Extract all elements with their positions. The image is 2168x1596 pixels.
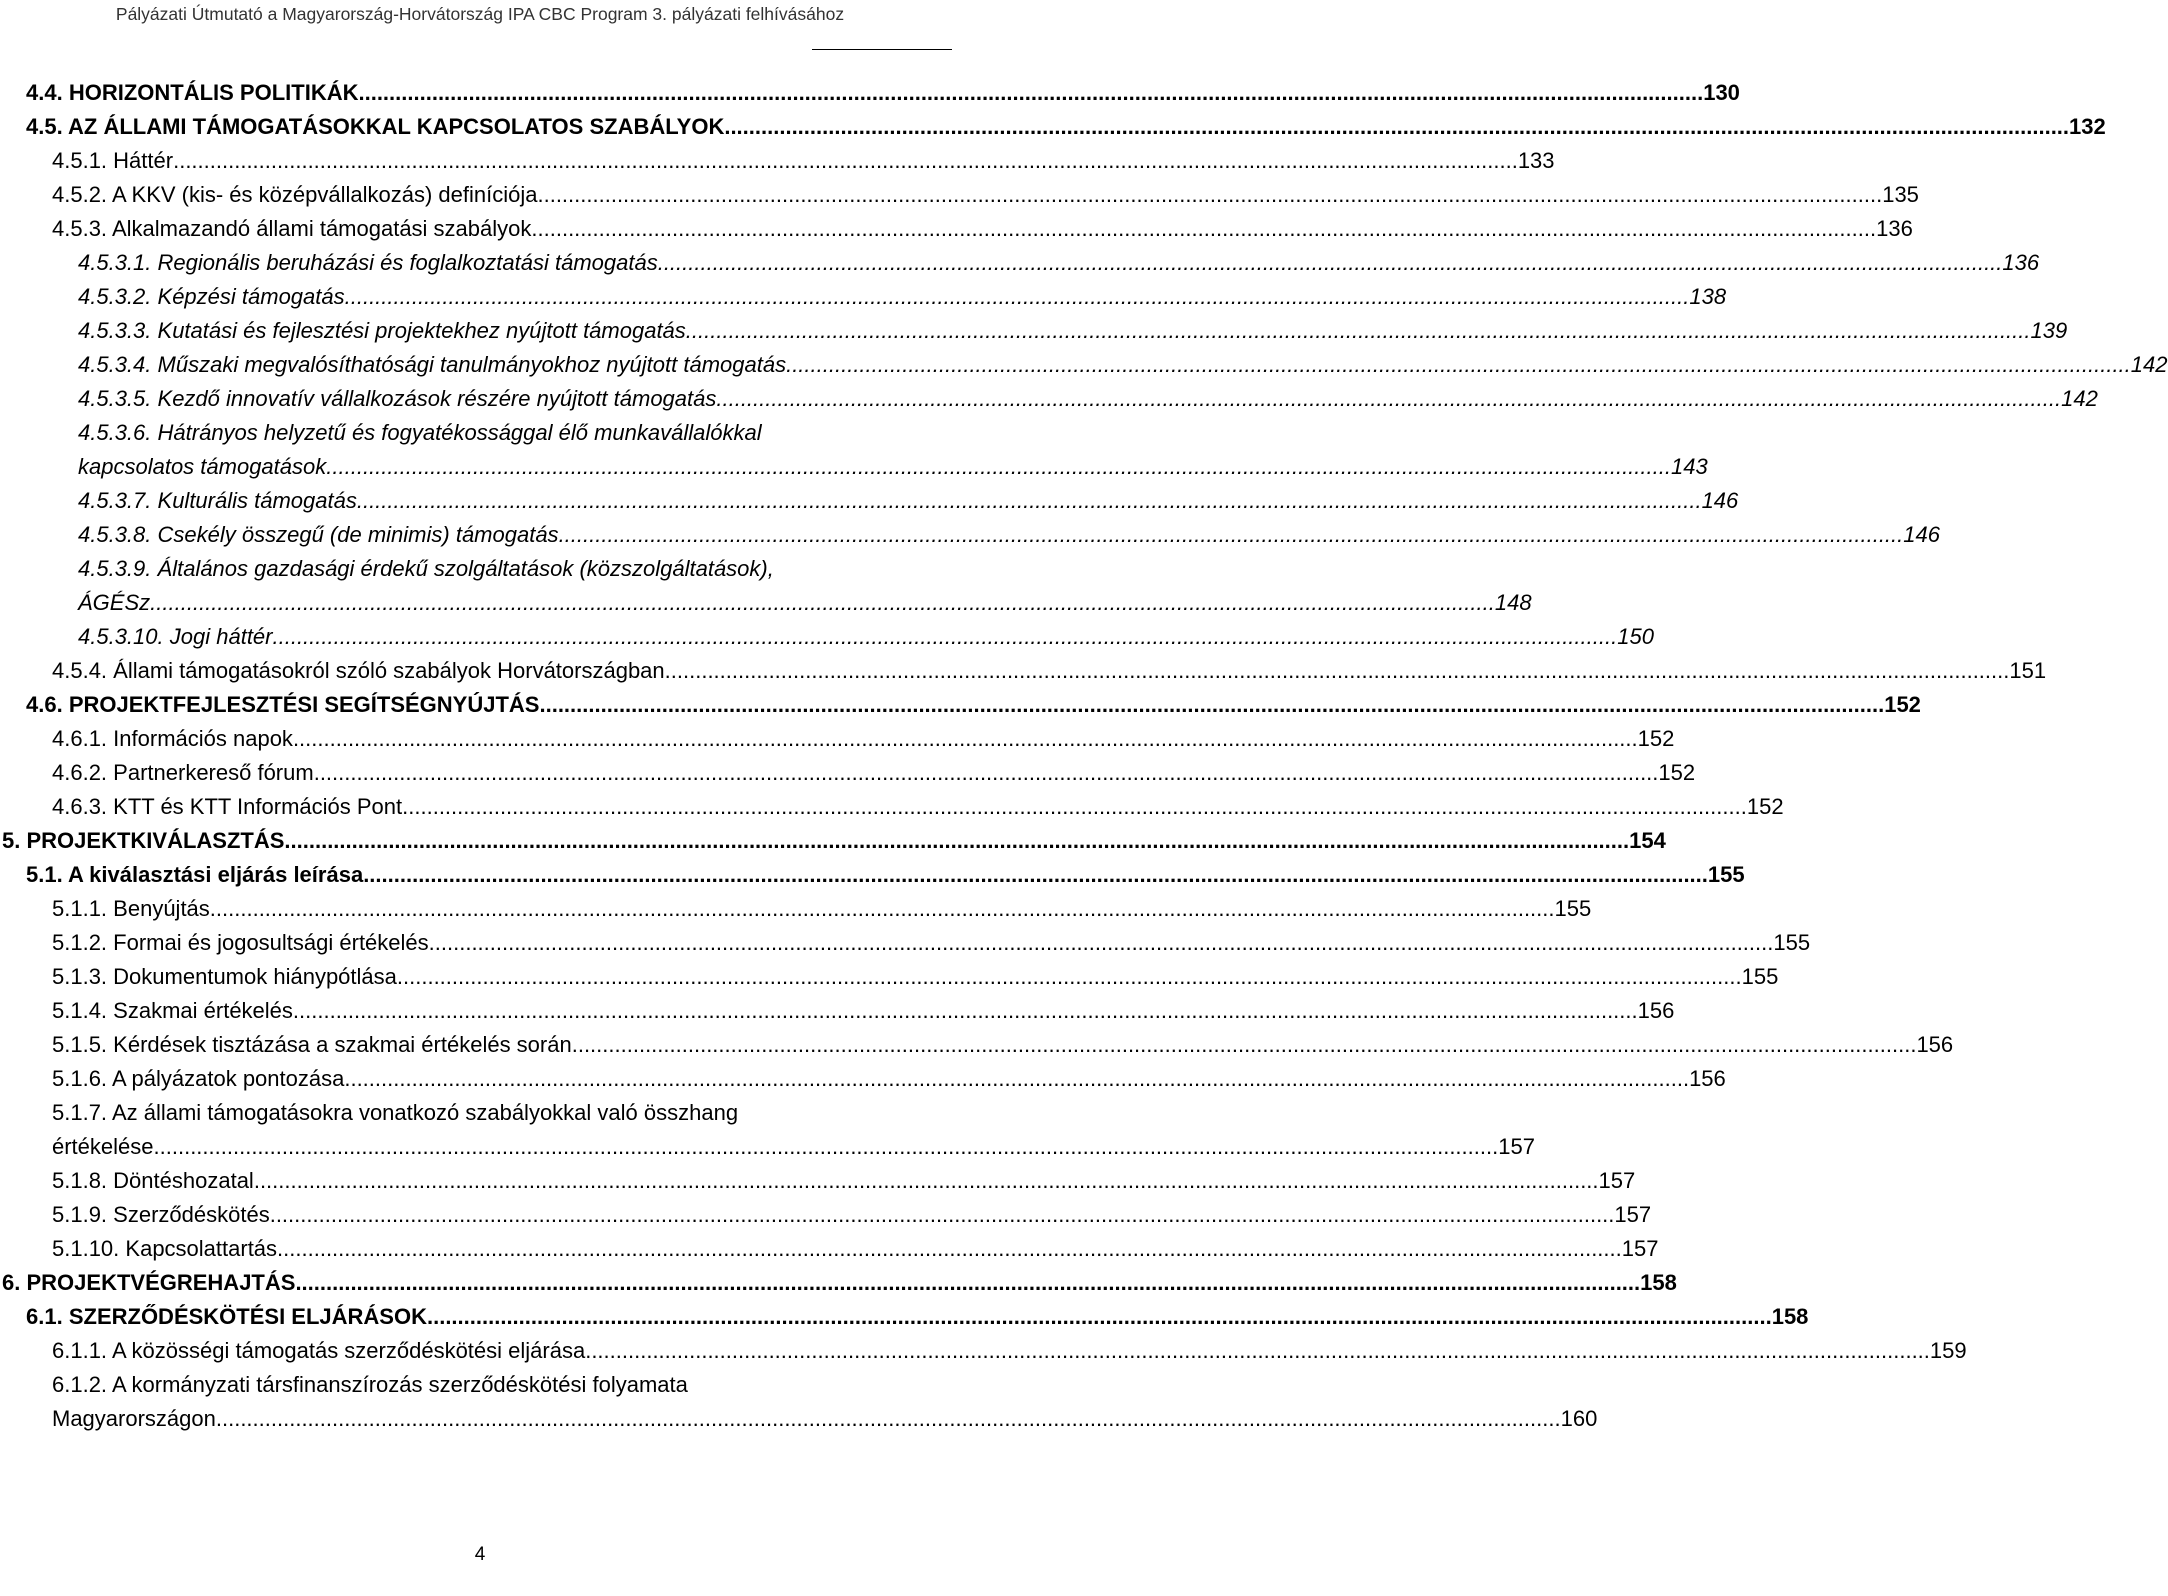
toc-entry-number: 4.5.3.8. bbox=[78, 522, 152, 547]
toc-entry-page: 142 bbox=[2061, 386, 2098, 411]
toc-entry-title: Partnerkereső fórum bbox=[113, 760, 314, 785]
toc-entry bbox=[0, 552, 1532, 620]
toc-entry-page: 157 bbox=[1621, 1236, 1659, 1261]
dot-leader: ............................................................................................................................................................................................................................ bbox=[272, 624, 1618, 649]
toc-entry bbox=[0, 416, 1708, 484]
dot-leader: ............................................................................................................................................................................................................................ bbox=[326, 454, 1671, 479]
toc-entry bbox=[0, 348, 2168, 382]
toc-entry-title: Kezdő innovatív vállalkozások részére nyújtott támogatás bbox=[157, 386, 717, 411]
dot-leader: ............................................................................................................................................................................................................................ bbox=[402, 794, 1747, 819]
toc-entry-number: 4.5.4. bbox=[52, 658, 108, 683]
toc-entry bbox=[0, 1334, 1967, 1368]
toc-entry bbox=[0, 110, 2106, 144]
toc-entry-title: Háttér bbox=[113, 148, 174, 173]
toc-entry-page: 158 bbox=[1771, 1304, 1809, 1329]
toc-entry-number: 4.6.3. bbox=[52, 794, 108, 819]
toc-entry-page: 154 bbox=[1629, 828, 1666, 853]
toc-entry-title: Szakmai értékelés bbox=[113, 998, 293, 1023]
toc-entry bbox=[0, 1232, 1659, 1266]
toc-entry-number: 6.1.2. bbox=[52, 1372, 108, 1397]
toc-entry bbox=[0, 790, 1784, 824]
toc-entry bbox=[0, 756, 1696, 790]
toc-entry bbox=[0, 994, 1675, 1028]
toc-entry-number: 4.5.3.2. bbox=[78, 284, 152, 309]
toc-entry-page: 136 bbox=[1876, 216, 1913, 241]
toc-entry-page: 136 bbox=[2002, 250, 2040, 275]
toc-entry-number: 5.1.9. bbox=[52, 1202, 108, 1227]
toc-entry-number: 4.5.3.9. bbox=[78, 556, 152, 581]
toc-entry-page: 133 bbox=[1517, 148, 1555, 173]
toc-entry bbox=[0, 314, 2068, 348]
toc-entry-number: 4.5.1. bbox=[52, 148, 108, 173]
toc-entry-page: 157 bbox=[1598, 1168, 1636, 1193]
toc-entry-page: 160 bbox=[1560, 1406, 1598, 1431]
toc-entry-page: 130 bbox=[1703, 80, 1740, 105]
toc-entry-title: Szerződéskötés bbox=[113, 1202, 270, 1227]
toc-entry-page: 155 bbox=[1554, 896, 1592, 921]
toc-entry-number: 5.1.6. bbox=[52, 1066, 108, 1091]
toc-entry-number: 5.1.1. bbox=[52, 896, 108, 921]
toc-entry-number: 5.1.8. bbox=[52, 1168, 108, 1193]
dot-leader: ............................................................................................................................................................................................................................ bbox=[685, 318, 2031, 343]
toc-entry bbox=[0, 144, 1555, 178]
toc-entry bbox=[0, 722, 1675, 756]
toc-entry-page: 132 bbox=[2069, 114, 2106, 139]
dot-leader: ............................................................................................................................................................................................................................ bbox=[657, 250, 2003, 275]
dot-leader: ............................................................................................................................................................................................................................ bbox=[558, 522, 1904, 547]
toc-entry-page: 156 bbox=[1637, 998, 1675, 1023]
dot-leader: ............................................................................................................................................................................................................................ bbox=[571, 1032, 1917, 1057]
toc-entry bbox=[0, 620, 1654, 654]
dot-leader: ............................................................................................................................................................................................................................ bbox=[363, 862, 1708, 887]
toc-entry bbox=[0, 1096, 1535, 1164]
toc-entry-page: 159 bbox=[1929, 1338, 1967, 1363]
toc-entry-title: ÁGÉSz bbox=[78, 590, 151, 615]
toc-entry-title: Csekély összegű (de minimis) támogatás bbox=[157, 522, 559, 547]
dot-leader: ............................................................................................................................................................................................................................ bbox=[209, 896, 1555, 921]
toc-entry-page: 138 bbox=[1689, 284, 1727, 309]
toc-entry-title: Kulturális támogatás bbox=[157, 488, 357, 513]
toc-entry-number: 4.5.3.4. bbox=[78, 352, 152, 377]
table-of-contents bbox=[0, 76, 2168, 1436]
dot-leader: ............................................................................................................................................................................................................................ bbox=[295, 1270, 1641, 1295]
toc-entry bbox=[0, 280, 1727, 314]
header-rule bbox=[812, 49, 952, 50]
toc-entry-number: 4.6. bbox=[26, 692, 63, 717]
toc-entry-title: Általános gazdasági érdekű szolgáltatások (közszolgáltatások), bbox=[157, 556, 774, 581]
toc-entry-number: 5.1.2. bbox=[52, 930, 108, 955]
toc-entry-number: 6.1.1. bbox=[52, 1338, 108, 1363]
toc-entry bbox=[0, 688, 1921, 722]
dot-leader: ............................................................................................................................................................................................................................ bbox=[786, 352, 2131, 377]
dot-leader: ............................................................................................................................................................................................................................ bbox=[344, 284, 1690, 309]
toc-entry-title: Magyarországon bbox=[52, 1406, 216, 1431]
toc-entry-page: 155 bbox=[1741, 964, 1779, 989]
toc-entry bbox=[0, 1266, 1677, 1300]
toc-entry-page: 152 bbox=[1658, 760, 1696, 785]
toc-entry-number: 4.5.3. bbox=[52, 216, 108, 241]
toc-entry-page: 152 bbox=[1884, 692, 1921, 717]
toc-entry bbox=[0, 1028, 1954, 1062]
toc-entry-page: 157 bbox=[1498, 1134, 1535, 1159]
toc-entry-title: Műszaki megvalósíthatósági tanulmányokhoz nyújtott támogatás bbox=[157, 352, 787, 377]
toc-entry bbox=[0, 76, 1740, 110]
toc-entry-title: Regionális beruházási és foglalkoztatási támogatás bbox=[157, 250, 658, 275]
toc-entry-number: 4.4. bbox=[26, 80, 63, 105]
toc-entry-number: 4.5.3.1. bbox=[78, 250, 152, 275]
toc-entry-page: 150 bbox=[1617, 624, 1654, 649]
toc-entry-title: Benyújtás bbox=[113, 896, 210, 921]
running-header: Pályázati Útmutató a Magyarország-Horvátország IPA CBC Program 3. pályázati felhívásához bbox=[115, 4, 845, 24]
toc-entry bbox=[0, 654, 2047, 688]
dot-leader: ............................................................................................................................................................................................................................ bbox=[269, 1202, 1615, 1227]
toc-entry bbox=[0, 1368, 1598, 1436]
toc-entry-number: 4.5.3.3. bbox=[78, 318, 152, 343]
toc-entry-title: AZ ÁLLAMI TÁMOGATÁSOKKAL KAPCSOLATOS SZABÁLYOK bbox=[68, 114, 725, 139]
toc-entry-title: Állami támogatásokról szóló szabályok Horvátországban bbox=[113, 658, 665, 683]
toc-entry-number: 6.1. bbox=[26, 1304, 63, 1329]
toc-entry bbox=[0, 246, 2040, 280]
dot-leader: ............................................................................................................................................................................................................................ bbox=[215, 1406, 1561, 1431]
toc-entry-title: Hátrányos helyzetű és fogyatékossággal élő munkavállalókkal bbox=[157, 420, 762, 445]
toc-entry bbox=[0, 1164, 1636, 1198]
dot-leader: ............................................................................................................................................................................................................................ bbox=[428, 930, 1774, 955]
toc-entry-number: 4.5. bbox=[26, 114, 63, 139]
toc-entry-title: Kérdések tisztázása a szakmai értékelés során bbox=[113, 1032, 572, 1057]
toc-entry-title: PROJEKTVÉGREHAJTÁS bbox=[26, 1270, 296, 1295]
toc-entry-page: 155 bbox=[1707, 862, 1745, 887]
dot-leader: ............................................................................................................................................................................................................................ bbox=[153, 1134, 1499, 1159]
dot-leader: ............................................................................................................................................................................................................................ bbox=[539, 692, 1885, 717]
toc-entry bbox=[0, 518, 1940, 552]
toc-entry bbox=[0, 824, 1666, 858]
toc-entry bbox=[0, 212, 1913, 246]
toc-entry-page: 157 bbox=[1614, 1202, 1652, 1227]
toc-entry-title: Formai és jogosultsági értékelés bbox=[113, 930, 429, 955]
toc-entry-title: A kiválasztási eljárás leírása bbox=[68, 862, 364, 887]
toc-entry-number: 4.5.2. bbox=[52, 182, 108, 207]
toc-entry-number: 5.1.10. bbox=[52, 1236, 120, 1261]
toc-entry bbox=[0, 1062, 1726, 1096]
toc-entry-title: Az állami támogatásokra vonatkozó szabályokkal való összhang bbox=[111, 1100, 739, 1125]
toc-entry-title: Döntéshozatal bbox=[113, 1168, 254, 1193]
toc-entry-page: 156 bbox=[1689, 1066, 1726, 1091]
toc-entry-number: 4.6.1. bbox=[52, 726, 108, 751]
dot-leader: ............................................................................................................................................................................................................................ bbox=[292, 998, 1638, 1023]
toc-entry-number: 5.1.7. bbox=[52, 1100, 108, 1125]
toc-entry-title: A pályázatok pontozása bbox=[111, 1066, 345, 1091]
dot-leader: ............................................................................................................................................................................................................................ bbox=[356, 488, 1702, 513]
dot-leader: ............................................................................................................................................................................................................................ bbox=[253, 1168, 1599, 1193]
toc-entry-number: 5. bbox=[2, 828, 21, 853]
dot-leader: ............................................................................................................................................................................................................................ bbox=[313, 760, 1659, 785]
toc-entry-title: értékelése bbox=[52, 1134, 154, 1159]
toc-entry-number: 5.1.4. bbox=[52, 998, 108, 1023]
toc-entry-title: Dokumentumok hiánypótlása bbox=[113, 964, 397, 989]
dot-leader: ............................................................................................................................................................................................................................ bbox=[150, 590, 1495, 615]
dot-leader: ............................................................................................................................................................................................................................ bbox=[537, 182, 1883, 207]
toc-entry-title: Információs napok bbox=[113, 726, 293, 751]
toc-entry bbox=[0, 1198, 1652, 1232]
toc-entry-title: kapcsolatos támogatások bbox=[78, 454, 327, 479]
toc-entry-title: KTT és KTT Információs Pont bbox=[113, 794, 403, 819]
toc-entry-number: 4.5.3.5. bbox=[78, 386, 152, 411]
toc-entry-page: 135 bbox=[1882, 182, 1919, 207]
toc-entry-page: 146 bbox=[1903, 522, 1940, 547]
toc-entry-title: HORIZONTÁLIS POLITIKÁK bbox=[68, 80, 359, 105]
toc-entry-number: 4.5.3.7. bbox=[78, 488, 152, 513]
toc-entry-title: PROJEKTKIVÁLASZTÁS bbox=[26, 828, 285, 853]
toc-entry bbox=[0, 178, 1919, 212]
dot-leader: ............................................................................................................................................................................................................................ bbox=[585, 1338, 1930, 1363]
toc-entry-page: 142 bbox=[2130, 352, 2168, 377]
toc-entry-title: Kapcsolattartás bbox=[125, 1236, 278, 1261]
toc-entry bbox=[0, 926, 1811, 960]
toc-entry-page: 152 bbox=[1746, 794, 1784, 819]
toc-entry bbox=[0, 382, 2098, 416]
dot-leader: ............................................................................................................................................................................................................................ bbox=[358, 80, 1704, 105]
toc-entry-title: Jogi háttér bbox=[169, 624, 273, 649]
toc-entry-page: 146 bbox=[1701, 488, 1739, 513]
toc-entry-title: A közösségi támogatás szerződéskötési eljárása bbox=[111, 1338, 586, 1363]
toc-entry-number: 4.5.3.10. bbox=[78, 624, 164, 649]
dot-leader: ............................................................................................................................................................................................................................ bbox=[173, 148, 1518, 173]
dot-leader: ............................................................................................................................................................................................................................ bbox=[344, 1066, 1690, 1091]
toc-entry-number: 5.1. bbox=[26, 862, 63, 887]
dot-leader: ............................................................................................................................................................................................................................ bbox=[664, 658, 2010, 683]
dot-leader: ............................................................................................................................................................................................................................ bbox=[277, 1236, 1622, 1261]
dot-leader: ............................................................................................................................................................................................................................ bbox=[531, 216, 1877, 241]
toc-entry-title: PROJEKTFEJLESZTÉSI SEGÍTSÉGNYÚJTÁS bbox=[68, 692, 540, 717]
toc-entry bbox=[0, 1300, 1809, 1334]
toc-entry bbox=[0, 960, 1779, 994]
dot-leader: ............................................................................................................................................................................................................................ bbox=[724, 114, 2070, 139]
toc-entry-page: 151 bbox=[2009, 658, 2047, 683]
dot-leader: ............................................................................................................................................................................................................................ bbox=[716, 386, 2062, 411]
toc-entry-title: A kormányzati társfinanszírozás szerződéskötési folyamata bbox=[111, 1372, 688, 1397]
toc-entry bbox=[0, 892, 1592, 926]
toc-entry-title: A KKV (kis- és középvállalkozás) definíciója bbox=[111, 182, 538, 207]
toc-entry-title: Kutatási és fejlesztési projektekhez nyújtott támogatás bbox=[157, 318, 686, 343]
dot-leader: ............................................................................................................................................................................................................................ bbox=[284, 828, 1630, 853]
toc-entry-number: 4.5.3.6. bbox=[78, 420, 152, 445]
toc-entry-page: 156 bbox=[1916, 1032, 1954, 1057]
toc-entry-title: Képzési támogatás bbox=[157, 284, 345, 309]
toc-entry-number: 5.1.5. bbox=[52, 1032, 108, 1057]
toc-entry-page: 148 bbox=[1494, 590, 1532, 615]
dot-leader: ............................................................................................................................................................................................................................ bbox=[396, 964, 1742, 989]
toc-entry-number: 5.1.3. bbox=[52, 964, 108, 989]
toc-entry-number: 4.6.2. bbox=[52, 760, 108, 785]
toc-entry-page: 155 bbox=[1773, 930, 1811, 955]
dot-leader: ............................................................................................................................................................................................................................ bbox=[426, 1304, 1772, 1329]
page-number: 4 bbox=[474, 1544, 486, 1565]
toc-entry-title: SZERZŐDÉSKÖTÉSI ELJÁRÁSOK bbox=[68, 1304, 427, 1329]
toc-entry-title: Alkalmazandó állami támogatási szabályok bbox=[111, 216, 532, 241]
toc-entry bbox=[0, 858, 1745, 892]
toc-entry bbox=[0, 484, 1739, 518]
toc-entry-page: 152 bbox=[1637, 726, 1675, 751]
toc-entry-page: 139 bbox=[2030, 318, 2068, 343]
toc-entry-page: 158 bbox=[1640, 1270, 1677, 1295]
toc-entry-number: 6. bbox=[2, 1270, 21, 1295]
dot-leader: ............................................................................................................................................................................................................................ bbox=[292, 726, 1638, 751]
toc-entry-page: 143 bbox=[1670, 454, 1708, 479]
